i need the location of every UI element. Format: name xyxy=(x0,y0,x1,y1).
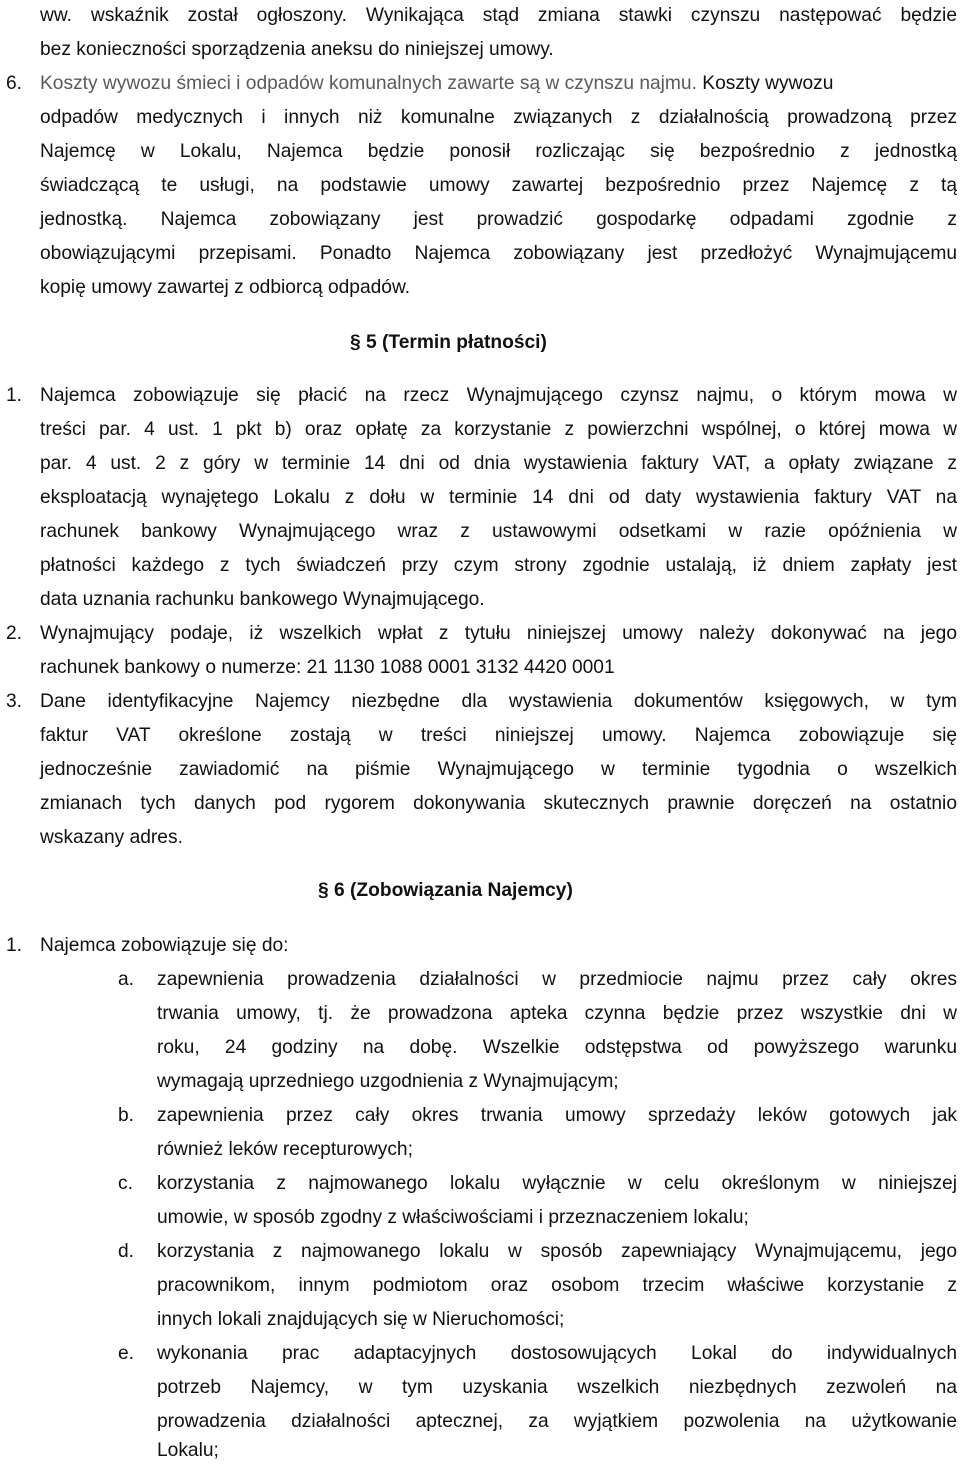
section-5-item-1-line-2: treści par. 4 ust. 1 pkt b) oraz opłatę za korzystanie z powierzchni wspólnej, o której mowa w xyxy=(40,419,957,440)
item-6-line-3: Najemcę w Lokalu, Najemca będzie ponosił rozliczając się bezpośrednio z jednostką xyxy=(40,141,957,162)
section-5-item-3-line-3: jednocześnie zawiadomić na piśmie Wynajmującego w terminie tygodnia o wszelkich xyxy=(40,759,957,780)
section-5-item-1-line-7: data uznania rachunku bankowego Wynajmującego. xyxy=(40,589,485,610)
section-5-item-1-line-5: rachunek bankowy Wynajmującego wraz z ustawowymi odsetkami w razie opóźnienia w xyxy=(40,521,957,542)
sub-item-e-line-3: prowadzenia działalności aptecznej, za wyjątkiem pozwolenia na użytkowanie xyxy=(157,1411,957,1432)
section-5-item-1-line-1: Najemca zobowiązuje się płacić na rzecz Wynajmującego czynsz najmu, o którym mowa w xyxy=(40,385,957,406)
section-5-item-3-line-5: wskazany adres. xyxy=(40,827,183,848)
sub-item-c-line-1: korzystania z najmowanego lokalu wyłącznie w celu określonym w niniejszej xyxy=(157,1173,957,1194)
sub-item-a-letter: a. xyxy=(118,969,135,990)
section-5-item-2-line-1: Wynajmujący podaje, iż wszelkich wpłat z tytułu niniejszej umowy należy dokonywać na jego xyxy=(40,623,957,644)
item-6-line-1a: Koszty wywozu śmieci i odpadów komunalnych zawarte są w czynszu najmu. xyxy=(40,73,697,94)
item-6-line-1 xyxy=(40,71,833,97)
section-6-item-1-number: 1. xyxy=(6,935,23,956)
section-5-item-1-line-3: par. 4 ust. 2 z góry w terminie 14 dni od dnia wystawienia faktury VAT, a opłaty związane z xyxy=(40,453,957,474)
item-6-line-5: jednostką. Najemca zobowiązany jest prowadzić gospodarkę odpadami zgodnie z xyxy=(40,209,957,230)
sub-item-a-line-2: trwania umowy, tj. że prowadzona apteka czynna będzie przez wszystkie dni w xyxy=(157,1003,957,1024)
sub-item-e-line-2: potrzeb Najemcy, w tym uzyskania wszelkich niezbędnych zezwoleń na xyxy=(157,1377,957,1398)
sub-item-d-line-3: innych lokali znajdujących się w Nieruchomości; xyxy=(157,1309,565,1330)
section-5-item-3-line-2: faktur VAT określone zostają w treści niniejszej umowy. Najemca zobowiązuje się xyxy=(40,725,957,746)
intro-line-1: ww. wskaźnik został ogłoszony. Wynikająca stąd zmiana stawki czynszu następować będzie xyxy=(40,5,957,26)
item-6-line-1b: Koszty wywozu xyxy=(702,73,834,94)
section-sign-icon: § xyxy=(318,880,329,901)
sub-item-e-line-1: wykonania prac adaptacyjnych dostosowujących Lokal do indywidualnych xyxy=(157,1343,957,1364)
section-6-item-1-text: Najemca zobowiązuje się do: xyxy=(40,935,289,956)
sub-item-d-line-1: korzystania z najmowanego lokalu w sposób zapewniający Wynajmującemu, jego xyxy=(157,1241,957,1262)
section-6-heading xyxy=(318,878,573,904)
sub-item-c-line-2: umowie, w sposób zgodny z właściwościami i przeznaczeniem lokalu; xyxy=(157,1207,749,1228)
item-6-line-2: odpadów medycznych i innych niż komunalne związanych z działalnością prowadzoną przez xyxy=(40,107,957,128)
section-5-item-2-number: 2. xyxy=(6,623,23,644)
section-5-item-1-line-6: płatności każdego z tych świadczeń przy czym strony zgodnie ustalają, iż dniem zapłaty jest xyxy=(40,555,957,576)
sub-item-b-letter: b. xyxy=(118,1105,135,1126)
item-6-line-4: świadczącą te usługi, na podstawie umowy zawartej bezpośrednio przez Najemcę z tą xyxy=(40,175,957,196)
section-5-item-3-line-1: Dane identyfikacyjne Najemcy niezbędne dla wystawienia dokumentów księgowych, w tym xyxy=(40,691,957,712)
intro-line-2: bez konieczności sporządzenia aneksu do niniejszej umowy. xyxy=(40,39,554,60)
section-5-heading-text: 5 (Termin płatności) xyxy=(366,332,547,353)
sub-item-a-line-4: wymagają uprzedniego uzgodnienia z Wynajmującym; xyxy=(157,1071,619,1092)
item-6-number: 6. xyxy=(6,73,23,94)
sub-item-b-line-1: zapewnienia przez cały okres trwania umowy sprzedaży leków gotowych jak xyxy=(157,1105,957,1126)
section-5-heading xyxy=(350,330,547,356)
sub-item-c-letter: c. xyxy=(118,1173,133,1194)
sub-item-a-line-1: zapewnienia prowadzenia działalności w przedmiocie najmu przez cały okres xyxy=(157,969,957,990)
sub-item-e-letter: e. xyxy=(118,1343,135,1364)
sub-item-d-letter: d. xyxy=(118,1241,135,1262)
sub-item-e-line-4: Lokalu; xyxy=(157,1440,219,1461)
item-6-line-6: obowiązującymi przepisami. Ponadto Najemca zobowiązany jest przedłożyć Wynajmującemu xyxy=(40,243,957,264)
sub-item-d-line-2: pracownikom, innym podmiotom oraz osobom trzecim właściwe korzystanie z xyxy=(157,1275,957,1296)
section-5-item-1-line-4: eksploatacją wynajętego Lokalu z dołu w terminie 14 dni od daty wystawienia faktury VAT na xyxy=(40,487,957,508)
section-5-item-2-line-2: rachunek bankowy o numerze: 21 1130 1088 0001 3132 4420 0001 xyxy=(40,657,615,678)
sub-item-a-line-3: roku, 24 godziny na dobę. Wszelkie odstępstwa od powyższego warunku xyxy=(157,1037,957,1058)
item-6-line-7: kopię umowy zawartej z odbiorcą odpadów. xyxy=(40,277,411,298)
section-5-item-1-number: 1. xyxy=(6,385,23,406)
section-5-item-3-line-4: zmianach tych danych pod rygorem dokonywania skutecznych prawnie doręczeń na ostatnio xyxy=(40,793,957,814)
section-6-heading-text: 6 (Zobowiązania Najemcy) xyxy=(334,880,573,901)
section-5-item-3-number: 3. xyxy=(6,691,23,712)
sub-item-b-line-2: również leków recepturowych; xyxy=(157,1139,413,1160)
section-sign-icon: § xyxy=(350,332,361,353)
